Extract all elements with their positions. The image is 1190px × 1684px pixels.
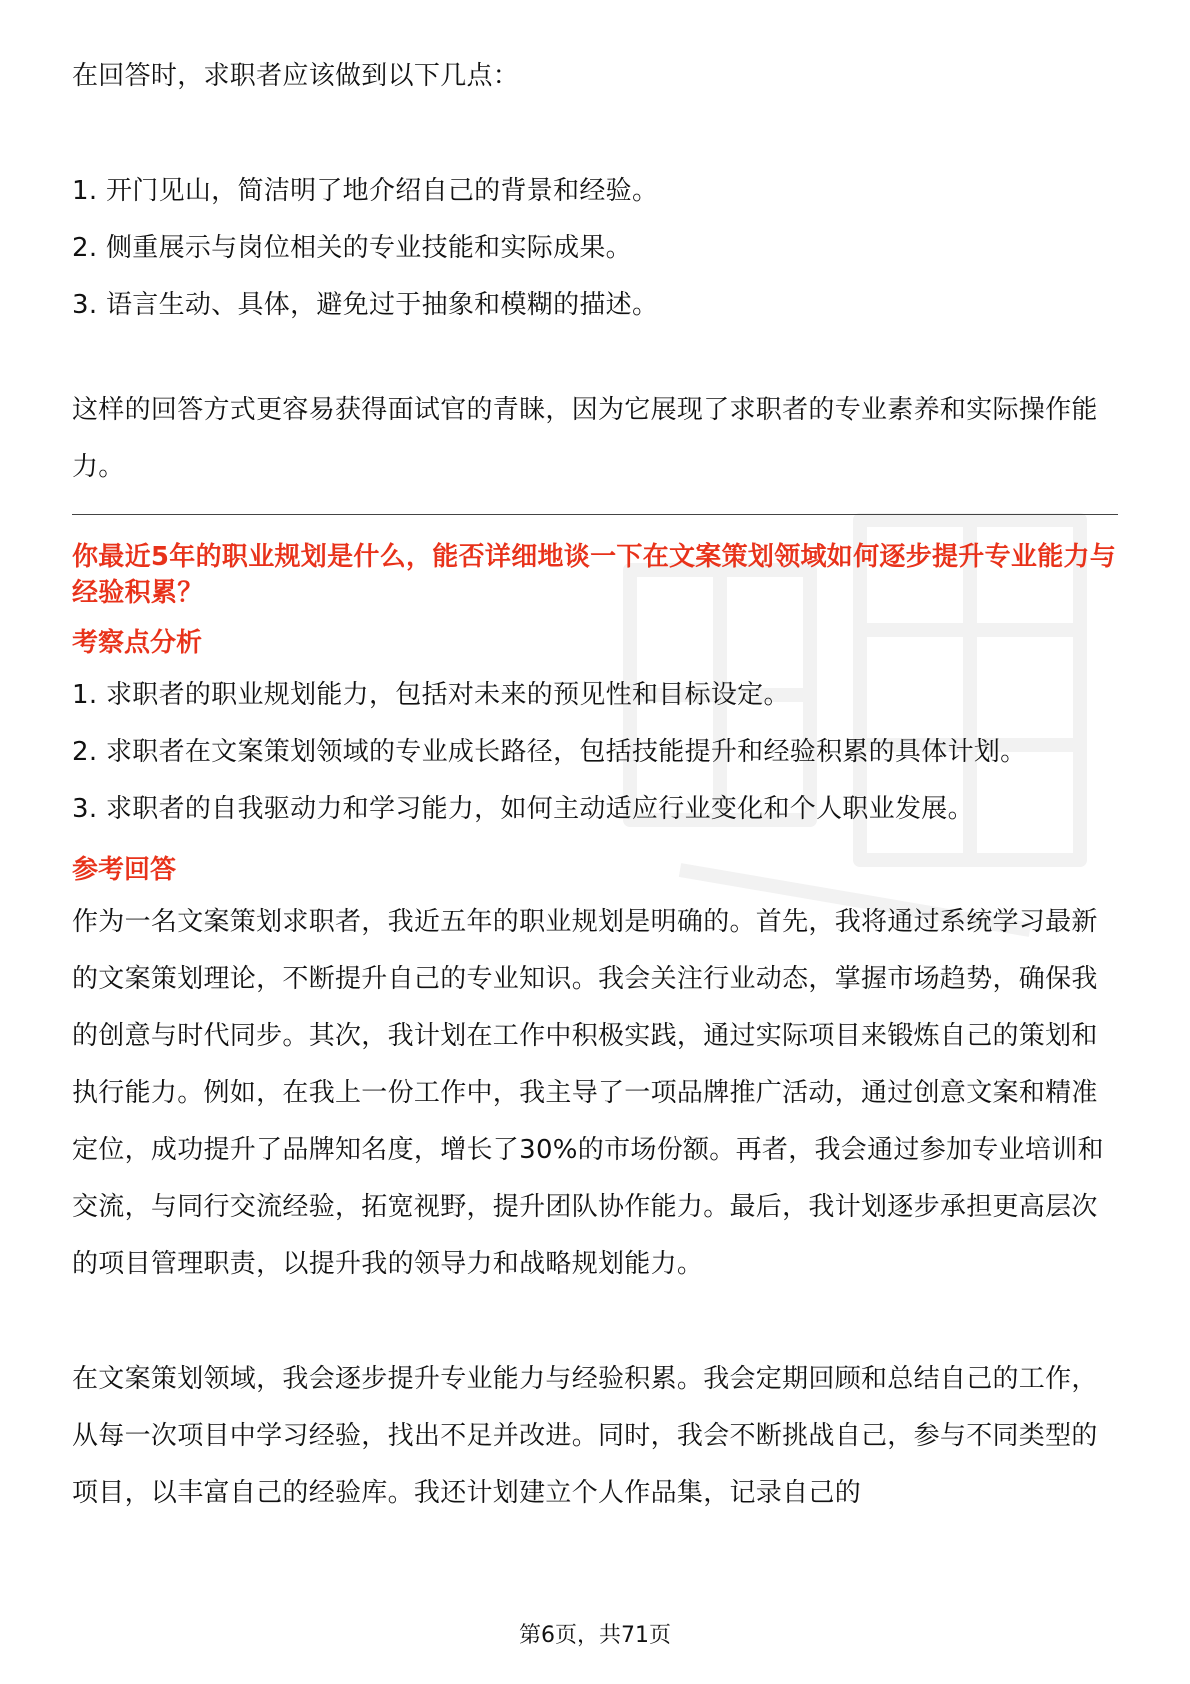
answer-title: 参考回答 [72,855,177,885]
section-divider [72,514,1118,515]
analysis-point-3: 3. 求职者的自我驱动力和学习能力，如何主动适应行业变化和个人职业发展。 [72,794,974,824]
intro-point-3: 3. 语言生动、具体，避免过于抽象和模糊的描述。 [72,290,659,320]
intro-point-1: 1. 开门见山，简洁明了地介绍自己的背景和经验。 [72,176,659,206]
intro-lead: 在回答时，求职者应该做到以下几点： [72,61,520,91]
answer-paragraph-1: 作为一名文案策划求职者，我近五年的职业规划是明确的。首先，我将通过系统学习最新的文案策划理论，不断提升自己的专业知识。我会关注行业动态，掌握市场趋势，确保我的创意与时代同步。其次，我计划在工作中积极实践，通过实际项目来锻炼自己的策划和执行能力。例如，在我上一份工作中，我主导了一项品牌推广活动，通过创意文案和精准定位，成功提升了品牌知名度，增长了30%的市场份额。再者，我会通过参加专业培训和交流，与同行交流经验，拓宽视野，提升团队协作能力。最后，我计划逐步承担更高层次的项目管理职责，以提升我的领导力和战略规划能力。 [72,907,1104,1279]
document-content [72,48,1118,1522]
intro-closing: 这样的回答方式更容易获得面试官的青睐，因为它展现了求职者的专业素养和实际操作能力。 [72,395,1098,482]
interview-question: 你最近5年的职业规划是什么，能否详细地谈一下在文案策划领域如何逐步提升专业能力与经验积累？ [72,542,1117,608]
analysis-title: 考察点分析 [72,628,203,658]
intro-point-2: 2. 侧重展示与岗位相关的专业技能和实际成果。 [72,233,632,263]
answer-paragraph-2: 在文案策划领域，我会逐步提升专业能力与经验积累。我会定期回顾和总结自己的工作，从每一次项目中学习经验，找出不足并改进。同时，我会不断挑战自己，参与不同类型的项目，以丰富自己的经验库。我还计划建立个人作品集，记录自己的 [72,1364,1098,1508]
analysis-point-1: 1. 求职者的职业规划能力，包括对未来的预见性和目标设定。 [72,680,790,710]
page-number: 第6页，共71页 [519,1623,671,1648]
analysis-point-2: 2. 求职者在文案策划领域的专业成长路径，包括技能提升和经验积累的具体计划。 [72,737,1027,767]
